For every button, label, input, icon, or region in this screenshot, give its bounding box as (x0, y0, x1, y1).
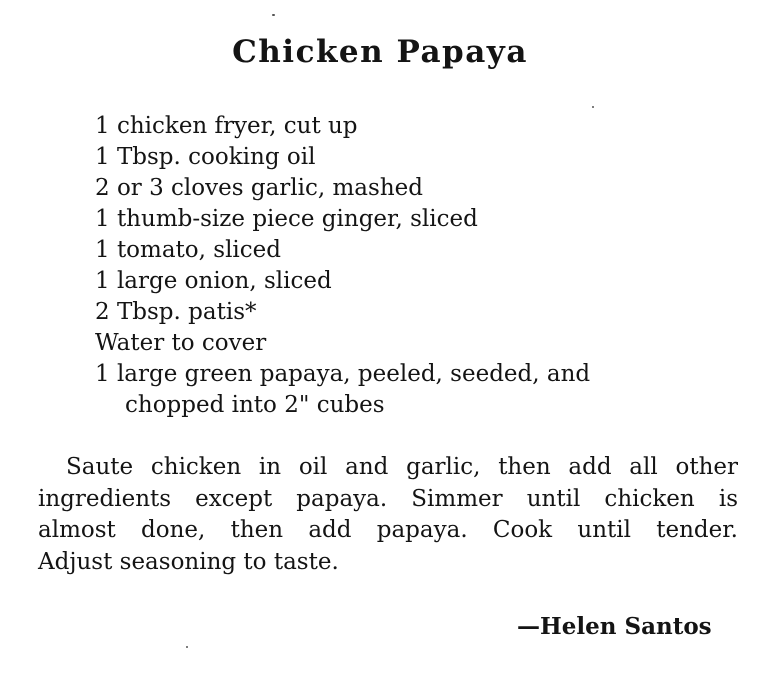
ingredient-item: 2 Tbsp. patis* (95, 299, 257, 325)
instructions-line: Adjust seasoning to taste. (38, 548, 339, 575)
ingredient-item: 1 chicken fryer, cut up (95, 113, 358, 139)
ingredient-item-continuation: chopped into 2" cubes (125, 392, 385, 418)
ingredient-item: 1 thumb-size piece ginger, sliced (95, 206, 478, 232)
ink-speck (272, 14, 275, 16)
author-signature: —Helen Santos (517, 613, 712, 640)
ingredient-item: 1 large green papaya, peeled, seeded, and (95, 361, 591, 387)
ink-speck (592, 106, 594, 108)
ingredient-item: 1 Tbsp. cooking oil (95, 144, 316, 170)
instructions-line: Saute chicken in oil and garlic, then add all other (66, 454, 738, 480)
ingredient-item: 2 or 3 cloves garlic, mashed (95, 175, 423, 201)
instructions-line: almost done, then add papaya. Cook until tender. (38, 517, 738, 543)
instructions-line: ingredients except papaya. Simmer until chicken is (38, 485, 738, 512)
ingredient-item: Water to cover (95, 330, 267, 356)
recipe-title: Chicken Papaya (232, 34, 528, 70)
ingredient-item: 1 tomato, sliced (95, 237, 281, 263)
ingredient-list (95, 111, 590, 421)
ink-speck (186, 646, 188, 648)
instructions-paragraph (38, 452, 738, 578)
ingredient-item: 1 large onion, sliced (95, 268, 332, 294)
